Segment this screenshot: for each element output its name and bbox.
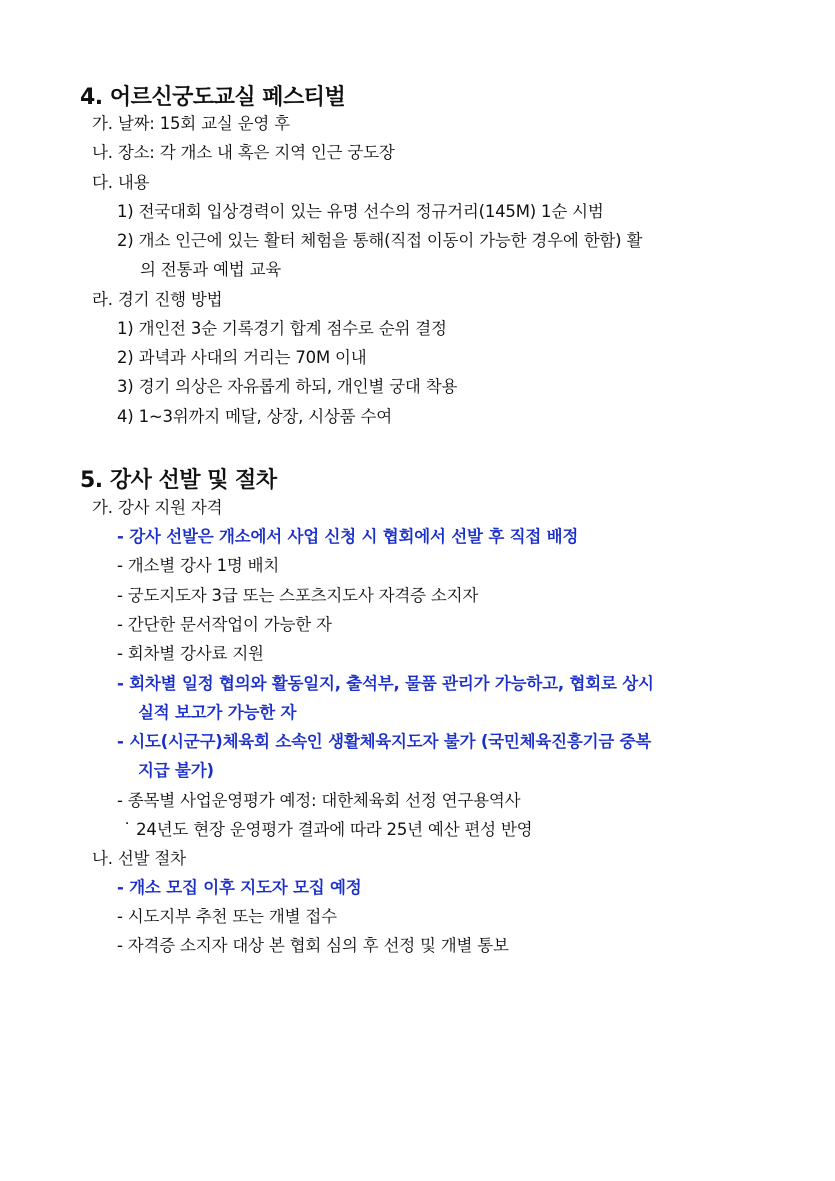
section-4-title: 4. 어르신궁도교실 페스티벌 <box>80 85 346 110</box>
qualification-item-highlight: - 시도(시군구)체육회 소속인 생활체육지도자 불가 (국민체육진흥기금 중복 <box>117 732 652 751</box>
procedure-item: - 시도지부 추천 또는 개별 접수 <box>117 907 337 926</box>
qualification-item-highlight: - 강사 선발은 개소에서 사업 신청 시 협회에서 선발 후 직접 배정 <box>117 527 579 546</box>
content-item-continuation: 의 전통과 예법 교육 <box>140 260 282 279</box>
procedure-heading: 나. 선발 절차 <box>92 849 186 868</box>
qualification-item-continuation: 지급 불가) <box>138 761 214 780</box>
method-item: 1) 개인전 3순 기록경기 합계 점수로 순위 결정 <box>117 319 447 338</box>
procedure-item: - 자격증 소지자 대상 본 협회 심의 후 선정 및 개별 통보 <box>117 936 509 955</box>
qualification-item-continuation: 실적 보고가 가능한 자 <box>138 703 297 722</box>
method-heading: 라. 경기 진행 방법 <box>92 290 223 309</box>
qualification-item-highlight: - 회차별 일정 협의와 활동일지, 출석부, 물품 관리가 가능하고, 협회로 상시 <box>117 674 654 693</box>
section-5-title: 5. 강사 선발 및 절차 <box>80 468 277 493</box>
festival-content-heading: 다. 내용 <box>92 173 150 192</box>
qualification-item: - 개소별 강사 1명 배치 <box>117 556 280 575</box>
content-item: 2) 개소 인근에 있는 활터 체험을 통해(직접 이동이 가능한 경우에 한함) 활 <box>117 231 643 250</box>
qualification-item: - 종목별 사업운영평가 예정: 대한체육회 선정 연구용역사 <box>117 791 521 810</box>
method-item: 2) 과녁과 사대의 거리는 70M 이내 <box>117 348 367 367</box>
qualification-item: - 간단한 문서작업이 가능한 자 <box>117 615 332 634</box>
content-item: 1) 전국대회 입상경력이 있는 유명 선수의 정규거리(145M) 1순 시범 <box>117 202 604 221</box>
qualification-note: ˙ 24년도 현장 운영평가 결과에 따라 25년 예산 편성 반영 <box>123 820 533 839</box>
festival-date: 가. 날짜: 15회 교실 운영 후 <box>92 114 290 133</box>
qualification-item: - 회차별 강사료 지원 <box>117 644 264 663</box>
method-item: 4) 1~3위까지 메달, 상장, 시상품 수여 <box>117 407 392 426</box>
procedure-item-highlight: - 개소 모집 이후 지도자 모집 예정 <box>117 878 362 897</box>
qualification-item: - 궁도지도자 3급 또는 스포츠지도사 자격증 소지자 <box>117 586 479 605</box>
festival-place: 나. 장소: 각 개소 내 혹은 지역 인근 궁도장 <box>92 143 395 162</box>
qualification-heading: 가. 강사 지원 자격 <box>92 498 223 517</box>
method-item: 3) 경기 의상은 자유롭게 하되, 개인별 궁대 착용 <box>117 377 458 396</box>
